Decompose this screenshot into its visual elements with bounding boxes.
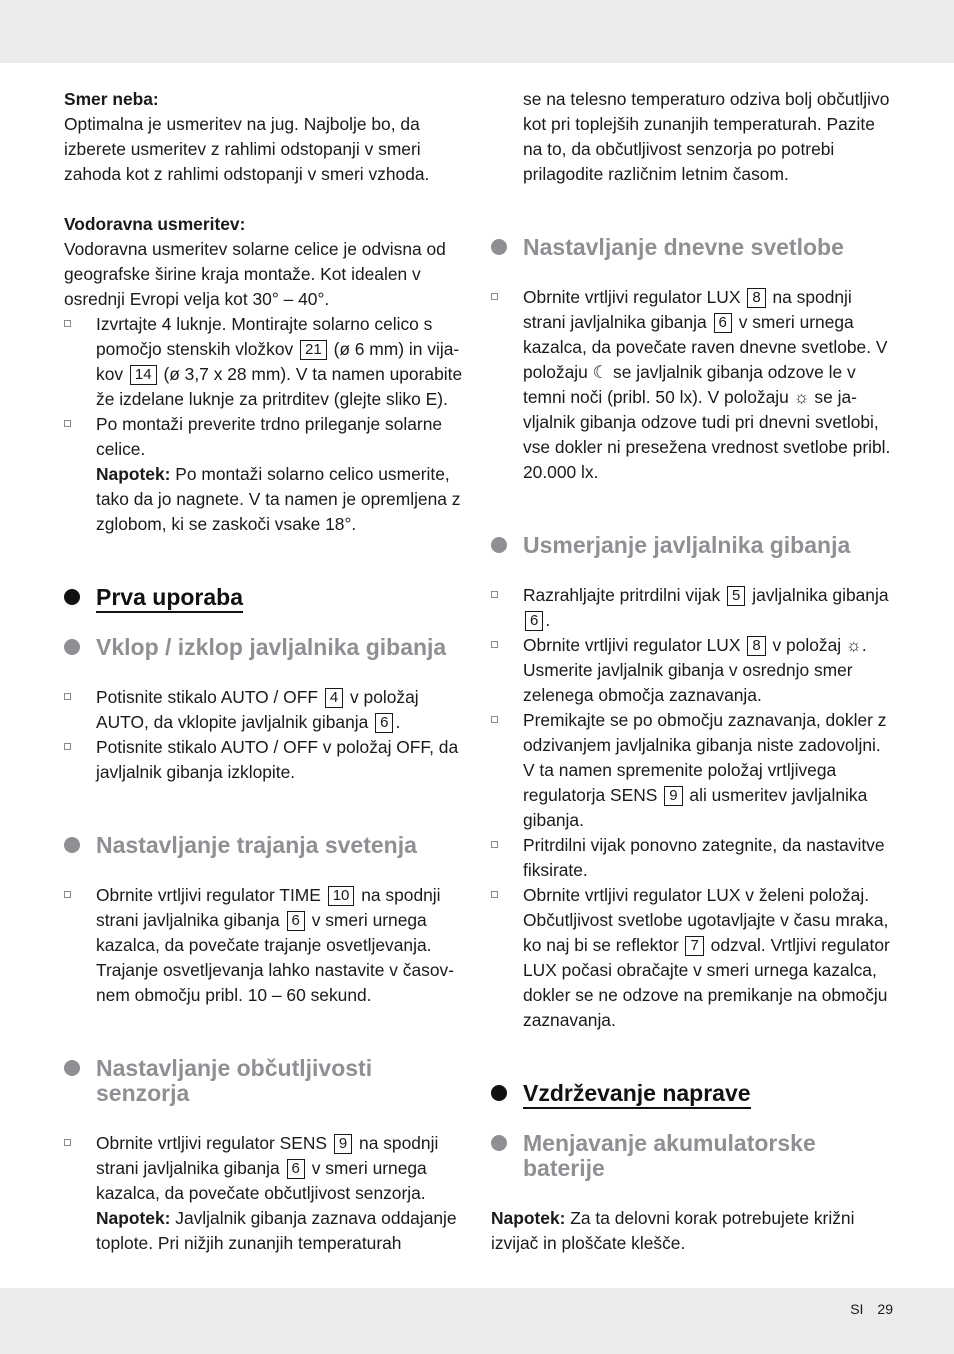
note: Napotek: Po montaži solarno celico usmerite, tako da jo nagnete. V ta namen je opremljena z zglobom, ki se zaskoči vsake 18°.: [96, 464, 461, 534]
smer-neba-text: Optimalna je usmeritev na jug. Najbolje bo, da izberete usmeritev z rahlimi odstopanji v smeri zahoda kot z rahlimi odstopanji v smeri vzhoda.: [64, 114, 430, 184]
bullet-icon: [491, 591, 498, 598]
ref-number: 8: [747, 288, 765, 308]
ref-number: 21: [300, 340, 327, 360]
ref-number: 5: [727, 586, 745, 606]
ref-number: 9: [334, 1134, 352, 1154]
heading-usmerjanje: Usmerjanje javljalnika gibanja: [491, 533, 893, 558]
list-item: Potisnite stikalo AUTO / OFF v položaj OFF, da javljalnik gibanja izklopite.: [64, 735, 466, 785]
list-item: Obrnite vrtljivi regulator LUX 8 na spodnji strani javljalnika gibanja 6 v smeri urnega kazalca, da povečate raven dnevne svetlobe. V položaju ☾ se javljalnik gibanja odzove le v temni noči (pribl. 50 lx). V položaju ☼ se javljalnik gibanja odzove tudi pri dnevni svetlobi, vse dokler ni presežena vrednost svetlobe pribl. 20.000 lx.: [491, 285, 893, 485]
ref-number: 9: [664, 786, 682, 806]
ref-number: 6: [287, 911, 305, 931]
footer-band: [0, 1288, 954, 1354]
bullet-icon: [64, 320, 71, 327]
heading-obcutljivost: Nastavljanje občutljivosti senzorja: [64, 1056, 466, 1106]
vodoravna-title: Vodoravna usmeritev:: [64, 214, 246, 234]
ref-number: 6: [375, 713, 393, 733]
list-item: Izvrtajte 4 luknje. Montirajte solarno celico s pomočjo stenskih vložkov 21 (ø 6 mm) in vijakov 14 (ø 3,7 x 28 mm). V ta namen uporabite že izdelane luknje za pritrditev (glejte sliko E).: [64, 312, 466, 412]
bullet-icon: [64, 1139, 71, 1146]
ref-number: 10: [328, 886, 355, 906]
vodoravna-text: Vodoravna usmeritev solarne celice je odvisna od geografske širine kraja montaže. Kot idealen v osrednji Evropi velja kot 30° – 40°.: [64, 239, 446, 309]
language-code: SI: [850, 1301, 864, 1317]
heading-trajanje: Nastavljanje trajanja svetenja: [64, 833, 466, 858]
header-band: [0, 0, 954, 63]
list-item: Potisnite stikalo AUTO / OFF 4 v položaj AUTO, da vklopite javljalnik gibanja 6 .: [64, 685, 466, 735]
ref-number: 6: [714, 313, 732, 333]
bullet-icon: [491, 716, 498, 723]
bullet-icon: [491, 841, 498, 848]
continued-text: se na telesno temperaturo odziva bolj občutljivo kot pri toplejših zunanjih temperaturah. Pazite na to, da občutljivost senzorja po potrebi prilagodite različnim letnim časom.: [523, 89, 890, 184]
note: Napotek: Javljalnik gibanja zaznava oddajanje toplote. Pri nižjih zunanjih temperaturah: [96, 1208, 457, 1253]
list-item: Premikajte se po območju zaznavanja, dokler z odzivanjem javljalnika gibanja niste zadovoljni. V ta namen spremenite položaj vrtljivega regulatorja SENS 9 ali usmeritev javljalnika gibanja.: [491, 708, 893, 833]
list-item: Obrnite vrtljivi regulator SENS 9 na spodnji strani javljalnika gibanja 6 v smeri urnega kazalca, da povečate občutljivost senzorja.: [64, 1131, 466, 1206]
heading-vklop: Vklop / izklop javljalnika gibanja: [64, 635, 466, 660]
list-item: Obrnite vrtljivi regulator LUX 8 v položaj ☼. Usmerite javljalnik gibanja v osrednjo smer zelenega območja zaznavanja.: [491, 633, 893, 708]
list-item: Po montaži preverite trdno prileganje solarne celice.: [64, 412, 466, 462]
right-column: [491, 87, 893, 1256]
heading-dnevna-svetloba: Nastavljanje dnevne svetlobe: [491, 235, 893, 260]
bullet-dot-icon: [64, 639, 80, 655]
bullet-icon: [64, 693, 71, 700]
note: Napotek: Za ta delovni korak potrebujete križni izvijač in ploščate klešče.: [491, 1208, 855, 1253]
page-footer: [850, 1297, 893, 1322]
ref-number: 8: [747, 636, 765, 656]
ref-number: 14: [130, 365, 157, 385]
bullet-dot-icon: [64, 589, 80, 605]
bullet-icon: [64, 891, 71, 898]
bullet-dot-icon: [491, 537, 507, 553]
left-column: [64, 87, 466, 1256]
heading-vzdrzevanje: Vzdrževanje naprave: [491, 1081, 893, 1106]
ref-number: 6: [287, 1159, 305, 1179]
bullet-icon: [491, 641, 498, 648]
ref-number: 4: [325, 688, 343, 708]
list-item: Pritrdilni vijak ponovno zategnite, da nastavitve fiksirate.: [491, 833, 893, 883]
page-number: 29: [877, 1301, 893, 1317]
smer-neba-title: Smer neba:: [64, 89, 159, 109]
ref-number: 6: [525, 611, 543, 631]
bullet-dot-icon: [64, 1060, 80, 1076]
bullet-dot-icon: [491, 1085, 507, 1101]
list-item: Obrnite vrtljivi regulator TIME 10 na spodnji strani javljalnika gibanja 6 v smeri urnega kazalca, da povečate trajanje osvetljevanja. Trajanje osvetljevanja lahko nastavite v časovnem območju pribl. 10 – 60 sekund.: [64, 883, 466, 1008]
bullet-icon: [64, 743, 71, 750]
list-item: Obrnite vrtljivi regulator LUX v želeni položaj. Občutljivost svetlobe ugotavljajte v času mraka, ko naj bi se reflektor 7 odzval. Vrtljivi regulator LUX počasi obračajte v smeri urnega kazalca, dokler se ne odzove na premikanje na območju zaznavanja.: [491, 883, 893, 1033]
bullet-dot-icon: [64, 837, 80, 853]
heading-menjava-baterije: Menjavanje akumulatorske baterije: [491, 1131, 893, 1181]
list-item: Razrahljajte pritrdilni vijak 5 javljalnika gibanja 6 .: [491, 583, 893, 633]
heading-prva-uporaba: Prva uporaba: [64, 585, 466, 610]
bullet-icon: [491, 891, 498, 898]
bullet-icon: [64, 420, 71, 427]
bullet-dot-icon: [491, 239, 507, 255]
bullet-icon: [491, 293, 498, 300]
ref-number: 7: [685, 936, 703, 956]
bullet-dot-icon: [491, 1135, 507, 1151]
